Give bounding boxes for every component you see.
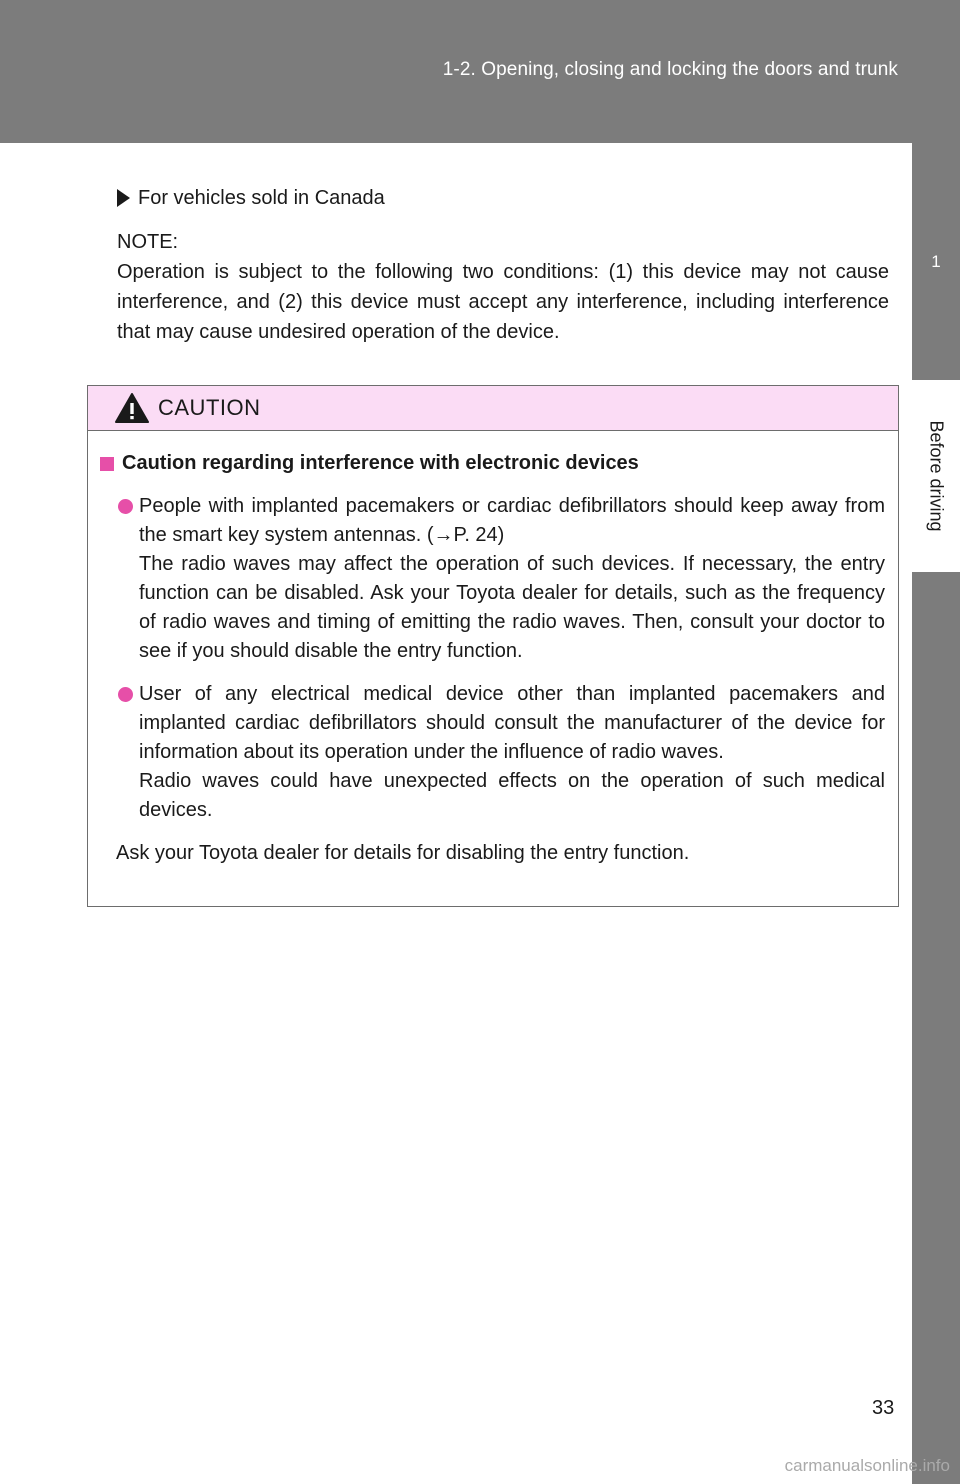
caution-item bbox=[100, 492, 886, 666]
caution-item-text: People with implanted pacemakers or cardiac defibrillators should keep away from the smart key system antennas. (→P. 24) bbox=[139, 495, 885, 546]
page-header bbox=[0, 0, 960, 143]
section-title: 1-2. Opening, closing and locking the doors and trunk bbox=[442, 59, 898, 80]
caution-body bbox=[88, 431, 898, 868]
chapter-number-tab: 1 bbox=[912, 143, 960, 380]
caution-box bbox=[87, 385, 899, 907]
canada-bullet bbox=[117, 183, 889, 213]
caution-item-text: Radio waves could have unexpected effects on the operation of such medical devices. bbox=[139, 770, 885, 821]
caution-item bbox=[100, 680, 886, 825]
chapter-label: Before driving bbox=[926, 420, 947, 532]
caution-title: CAUTION bbox=[158, 395, 261, 420]
triangle-bullet-icon bbox=[117, 189, 130, 207]
caution-closing: Ask your Toyota dealer for details for disabling the entry function. bbox=[116, 842, 690, 864]
round-bullet-icon bbox=[118, 687, 133, 702]
note-heading: NOTE: bbox=[117, 231, 179, 253]
side-tab-lower bbox=[912, 572, 960, 1484]
canada-bullet-text: For vehicles sold in Canada bbox=[138, 187, 385, 209]
caution-item-text: User of any electrical medical device other than implanted pacemakers and implanted cardiac defibrillators should consult the manufacturer of the device for information about its operation under the influence of radio waves. bbox=[139, 683, 885, 763]
square-bullet-icon bbox=[100, 457, 114, 471]
page-number: 33 bbox=[872, 1397, 895, 1419]
caution-item-text: The radio waves may affect the operation of such devices. If necessary, the entry function can be disabled. Ask your Toyota dealer for details, such as the frequency of radio waves and timing of emitting the radio waves. Then, consult your doctor to see if you should disable the entry function. bbox=[139, 553, 885, 662]
warning-triangle-icon bbox=[114, 392, 150, 424]
round-bullet-icon bbox=[118, 499, 133, 514]
caution-section-heading-text: Caution regarding interference with electronic devices bbox=[122, 452, 639, 474]
note-text: Operation is subject to the following two conditions: (1) this device may not cause interference, and (2) this device must accept any interference, including interference that may cause undesired operation of the device. bbox=[117, 261, 889, 343]
watermark: carmanualsonline.info bbox=[784, 1456, 950, 1475]
caution-header bbox=[88, 386, 898, 431]
intro-section bbox=[117, 183, 889, 347]
caution-section-heading bbox=[100, 449, 886, 478]
